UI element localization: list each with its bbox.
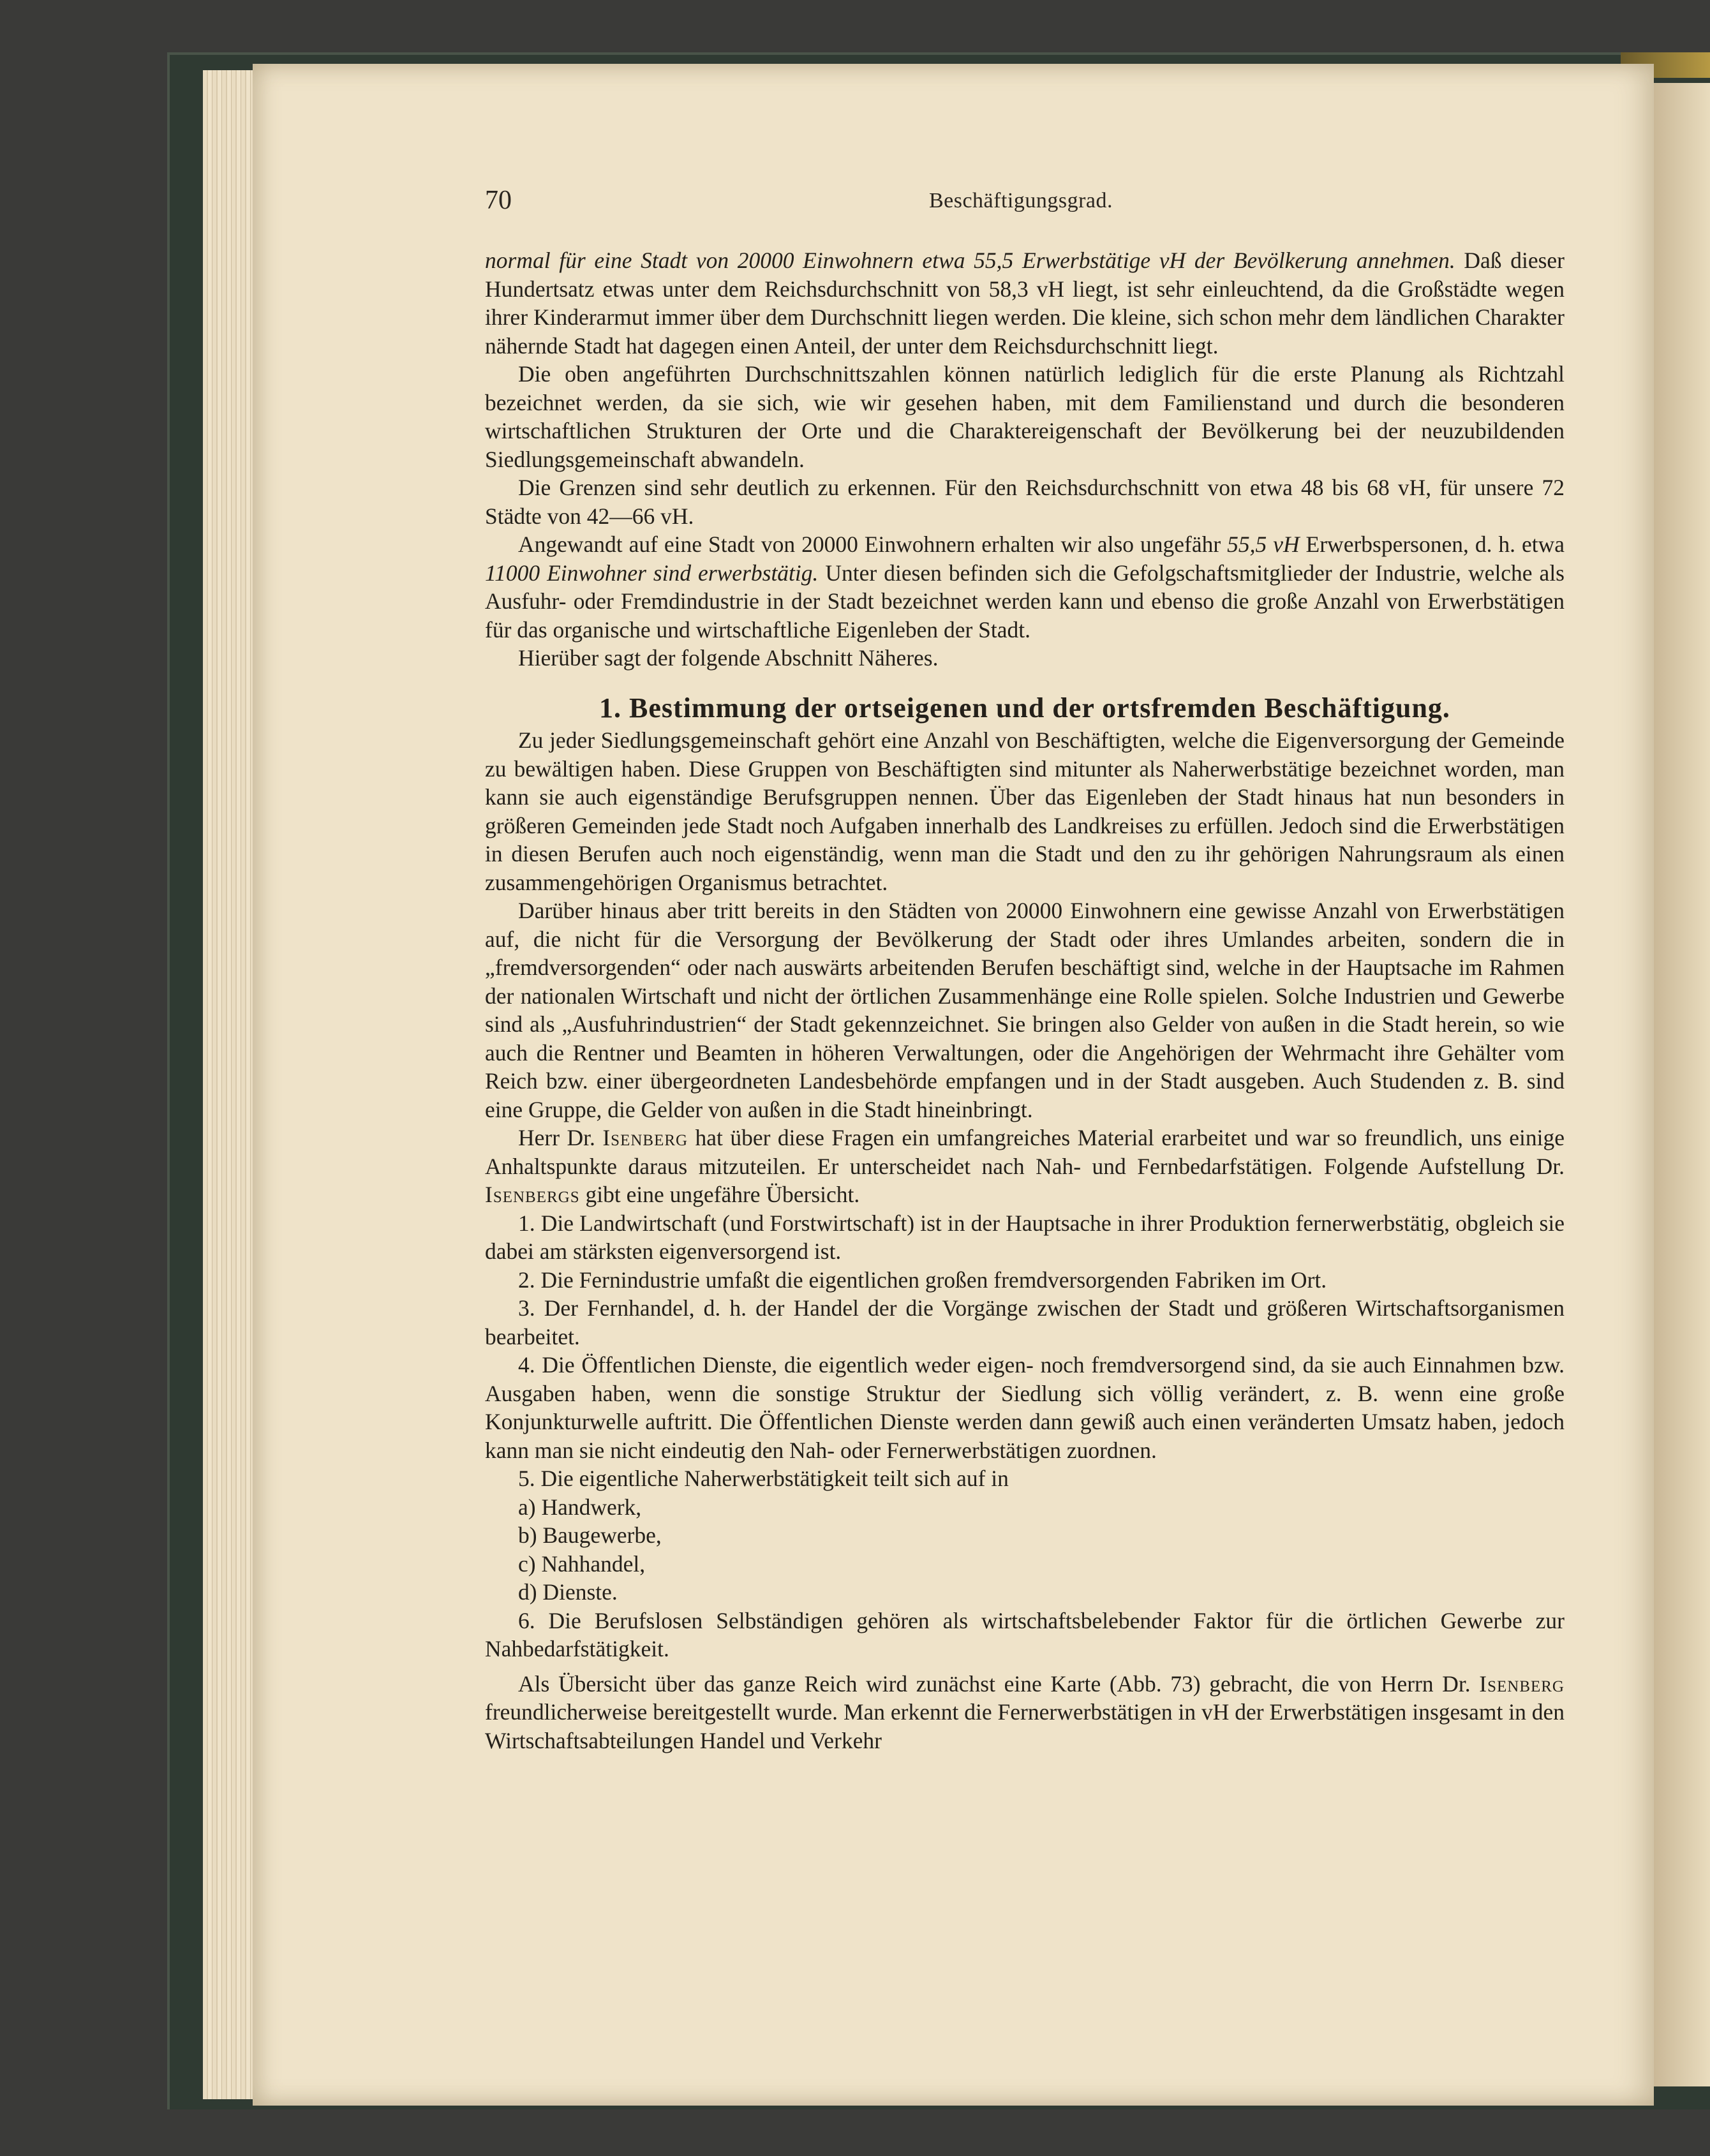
paragraph: Zu jeder Siedlungsgemeinschaft gehört eine Anzahl von Beschäftigten, welche die Eigenversorgung der Gemeinde zu bewältigen haben. Diese Gruppen von Beschäftigten sind mitunter als Naherwerbstätige bezeichnet worden, man kann sie auch eigenständige Berufsgruppen nennen. Über das Eigenleben der Stadt hinaus hat nun besonders in größeren Gemeinden jede Stadt noch Aufgaben innerhalb des Landkreises zu erfüllen. Jedoch sind die Erwerbstätigen in diesen Berufen auch noch eigenständig, wenn man die Stadt und den zu ihr gehörigen Nahrungsraum als einen zusammengehörigen Organismus betrachtet. — [485, 727, 1565, 895]
text-run: Angewandt auf eine Stadt von 20000 Einwohnern erhalten wir also ungefähr — [518, 532, 1228, 557]
paragraph: Darüber hinaus aber tritt bereits in den Städten von 20000 Einwohnern eine gewisse Anzahl von Erwerbstätigen auf, die nicht für die Versorgung der Bevölkerung der Stadt oder ihres Umlandes arbeiten, sondern die in „fremdversorgenden“ oder nach auswärts arbeitenden Berufen beschäftigt sind, welche in der Hauptsache im Rahmen der nationalen Wirtschaft und nicht der örtlichen Zusammenhänge eine Rolle spielen. Solche Industrien und Gewerbe sind als „Ausfuhrindustrien“ der Stadt gekennzeichnet. Sie bringen also Gelder von außen in die Stadt herein, so wie auch die Rentner und Beamten in höheren Verwaltungen, oder die Angehörigen der Wehrmacht ihre Gehälter vom Reich bzw. einer übergeordneten Landesbehörde empfangen und in der Stadt ausgeben. Auch Studenden z. B. sind eine Gruppe, die Gelder von außen in die Stadt hineinbringt. — [485, 898, 1565, 1122]
paragraph: Die oben angeführten Durchschnittszahlen können natürlich lediglich für die erste Planung als Richtzahl bezeichnet werden, da sie sich, wie wir gesehen haben, mit dem Familienstand und durch die besonderen wirtschaftlichen Strukturen der Orte und die Charaktereigenschaft der Bevölkerung bei der neuzubildenden Siedlungsgemeinschaft abwandeln. — [485, 361, 1565, 472]
page-body — [485, 246, 1565, 1755]
sub-list-item: a) Handwerk, — [518, 1494, 642, 1520]
text-run: freundlicherweise bereitgestellt wurde. Man erkennt die Fernerwerbstätigen in vH der Erwerbstätigen insgesamt in den Wirtschaftsabteilungen Handel und Verkehr — [485, 1699, 1565, 1753]
emphasis: 55,5 vH — [1227, 532, 1300, 557]
sub-list-item: b) Baugewerbe, — [518, 1522, 662, 1548]
sub-list-item: c) Nahhandel, — [518, 1550, 646, 1577]
paragraph — [485, 1124, 1565, 1209]
page-header — [485, 185, 1557, 217]
text-run: hat über diese Fragen ein umfangreiches Material erarbeitet und war so freundlich, uns einige Anhaltspunkte daraus mitzuteilen. Er unterscheidet nach Nah- und Fernbedarfstätigen. Folgende Aufstellung Dr. — [485, 1125, 1565, 1179]
author-name: Isenbergs — [485, 1182, 580, 1207]
text-run: Erwerbspersonen, d. h. etwa — [1299, 532, 1565, 557]
sub-list-item: d) Dienste. — [518, 1579, 618, 1605]
spacer — [485, 1663, 1565, 1670]
list-item: 3. Der Fernhandel, d. h. der Handel der die Vorgänge zwischen der Stadt und größeren Wirtschaftsorganismen bearbeitet. — [485, 1295, 1565, 1349]
text-run: Herr Dr. — [518, 1125, 603, 1150]
paragraph — [485, 1670, 1565, 1755]
emphasis: 11000 Einwohner sind erwerbstätig. — [485, 560, 819, 586]
list-item: 2. Die Fernindustrie umfaßt die eigentlichen großen fremdversorgenden Fabriken im Ort. — [518, 1267, 1327, 1293]
text-run: Als Übersicht über das ganze Reich wird zunächst eine Karte (Abb. 73) gebracht, die von Herrn Dr. — [518, 1670, 1480, 1697]
list-item: 6. Die Berufslosen Selbständigen gehören als wirtschaftsbelebender Faktor für die örtlichen Gewerbe zur Nahbedarfstätigkeit. — [485, 1607, 1565, 1662]
author-name: Isenberg — [1479, 1670, 1565, 1697]
paragraph: Hierüber sagt der folgende Abschnitt Näheres. — [518, 645, 939, 671]
paragraph — [485, 246, 1565, 360]
section-heading: 1. Bestimmung der ortseigenen und der ortsfremden Beschäftigung. — [599, 692, 1450, 724]
emphasis: normal für eine Stadt von 20000 Einwohnern etwa 55,5 Erwerbstätige vH der Bevölkerung annehmen. — [485, 248, 1455, 273]
running-title: Beschäftigungsgrad. — [928, 189, 1113, 212]
text-run: Unter diesen befinden sich die Gefolgschaftsmitglieder der Industrie, welche als Ausfuhr- oder Fremdindustrie in der Stadt bezeichnet werden kann und ebenso die große Anzahl von Erwerbstätigen für das organische und wirtschaftliche Eigenleben der Stadt. — [485, 560, 1565, 643]
paragraph — [485, 530, 1565, 644]
page-number: 70 — [485, 186, 512, 215]
text-run: Daß dieser Hundertsatz etwas unter dem Reichsdurchschnitt von 58,3 vH liegt, ist sehr einleuchtend, da die Großstädte wegen ihrer Kinderarmut immer über dem Durchschnitt liegen werden. Die kleine, sich schon mehr dem ländlichen Charakter nähernde Stadt hat dagegen einen Anteil, der unter dem Reichsdurchschnitt liegt. — [485, 248, 1565, 359]
list-item: 5. Die eigentliche Naherwerbstätigkeit teilt sich auf in — [518, 1466, 1009, 1491]
author-name: Isenberg — [602, 1125, 688, 1150]
paragraph: Die Grenzen sind sehr deutlich zu erkennen. Für den Reichsdurchschnitt von etwa 48 bis 68 vH, für unsere 72 Städte von 42—66 vH. — [485, 475, 1565, 529]
list-item: 1. Die Landwirtschaft (und Forstwirtschaft) ist in der Hauptsache in ihrer Produktion fernerwerbstätig, obgleich sie dabei am stärksten eigenversorgend ist. — [485, 1210, 1565, 1264]
list-item: 4. Die Öffentlichen Dienste, die eigentlich weder eigen- noch fremdversorgend sind, da sie auch Einnahmen bzw. Ausgaben haben, wenn die sonstige Struktur der Siedlung sich völlig verändert, z. B. wenn eine große Konjunkturwelle auftritt. Die Öffentlichen Dienste werden dann gewiß auch einen veränderten Umsatz haben, jedoch kann man sie nicht eindeutig den Nah- oder Fernerwerbstätigen zuordnen. — [485, 1352, 1565, 1463]
page-edge-stack — [203, 70, 260, 2099]
facing-page-edge — [1653, 83, 1710, 2086]
text-run: gibt eine ungefähre Übersicht. — [579, 1182, 860, 1207]
